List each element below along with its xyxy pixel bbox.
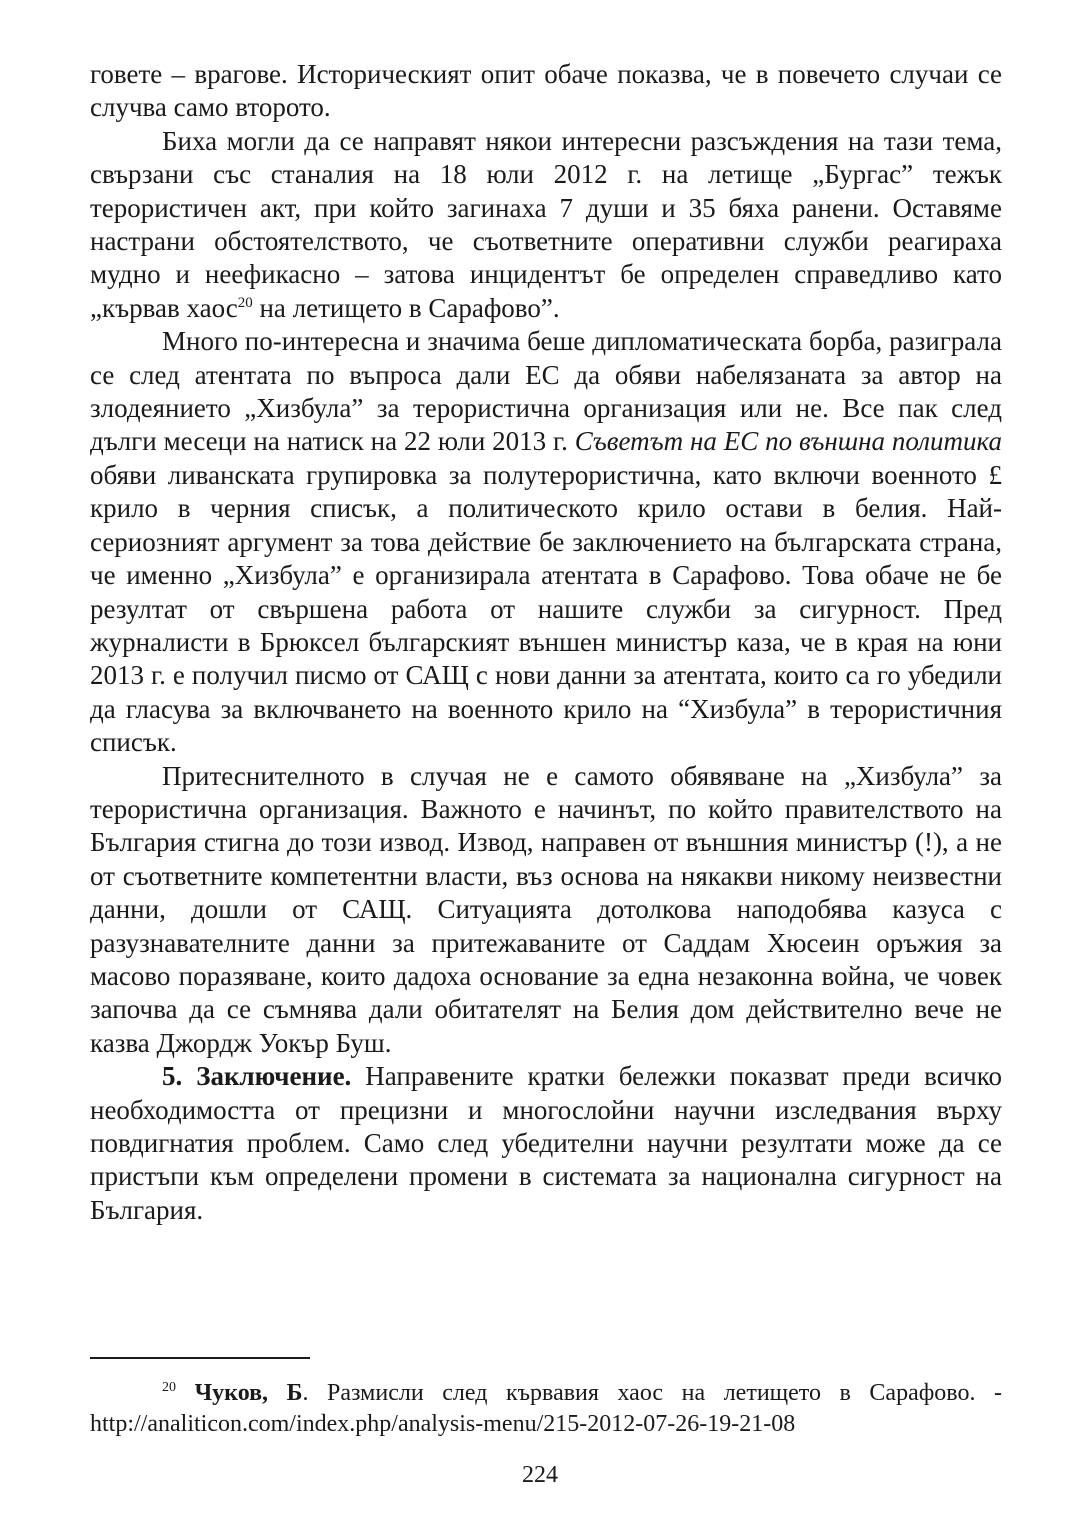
page-body [90,58,1002,1227]
footnote-text: . Размисли след кървавия хаос на летището в Сарафово. - http://analiticon.com/index.php/analysis-menu/215-2012-07-26-19-21-08 [90,1380,1002,1437]
page-number: 224 [522,1462,558,1488]
emphasis-text: Съветът на ЕС по външна политика [574,426,1002,457]
paragraph-1: говете – врагове. Историческият опит обаче показва, че в повечето случаи се случва само второто. [90,59,1002,123]
paragraph-conclusion: 5. Заключение. Направените кратки бележки показват преди всичко необходимостта от прецизни и многослойни научни изследвания върху повдигнатия проблем. Само след убедителни научни резултати може да се пристъпи към определени промени в системата за национална сигурност на България. [90,1061,1002,1225]
paragraph-3: Много по-интересна и значима беше дипломатическата борба, разиграла се след атентата по въпроса дали ЕС да обяви набелязаната за автор на злодеянието „Хизбула” за терористична организация или не. Все пак след дълги месеци на натиск на 22 юли 2013 г. Съветът на ЕС по външна политика обяви ливанската групировка за полутерористична, като включи военното £ крило в черния списък, а политическото крило остави в белия. Най-сериозният аргумент за това действие бе заключението на българската страна, че именно „Хизбула” е организирала атентата в Сарафово. Това обаче не бе резултат от свършена работа от нашите служби за сигурност. Пред журналисти в Брюксел българският външен министър каза, че в края на юни 2013 г. е получил писмо от САЩ с нови данни за атентата, които са го убедили да гласува за включването на военното крило на “Хизбула” в терористичния списък. [90,326,1002,758]
paragraph-4: Притеснителното в случая не е самото обявяване на „Хизбула” за терористична организация. Важното е начинът, по който правителството на България стигна до този извод. Извод, направен от външния министър (!), а не от съответните компетентни власти, въз основа на някакви никому неизвестни данни, дошли от САЩ. Ситуацията дотолкова наподобява казуса с разузнавателните данни за притежаваните от Саддам Хюсеин оръжия за масово поразяване, които дадоха основание за една незаконна война, че човек започва да се съмнява дали обитателят на Белия дом действително вече не казва Джордж Уокър Буш. [90,760,1002,1058]
footnote-divider [90,1357,310,1359]
section-heading: 5. Заключение. [162,1061,352,1092]
footnote [90,1378,1002,1440]
footnote-author: Чуков, Б [194,1380,303,1406]
paragraph-2: Биха могли да се направят някои интересни разсъждения на тази тема, свързани със станалия на 18 юли 2012 г. на летище „Бургас” тежък терористичен акт, при който загинаха 7 души и 35 бяха ранени. Оставяме настрани обстоятелството, че съответните оперативни служби реагираха мудно и неефикасно – затова инцидентът бе определен справедливо като „кървав хаос$^{20}$ на летището в Сарафово”. [90,125,1002,323]
footnote-ref[interactable]: 20 [237,294,253,311]
footnote-number: 20 [162,1380,176,1395]
